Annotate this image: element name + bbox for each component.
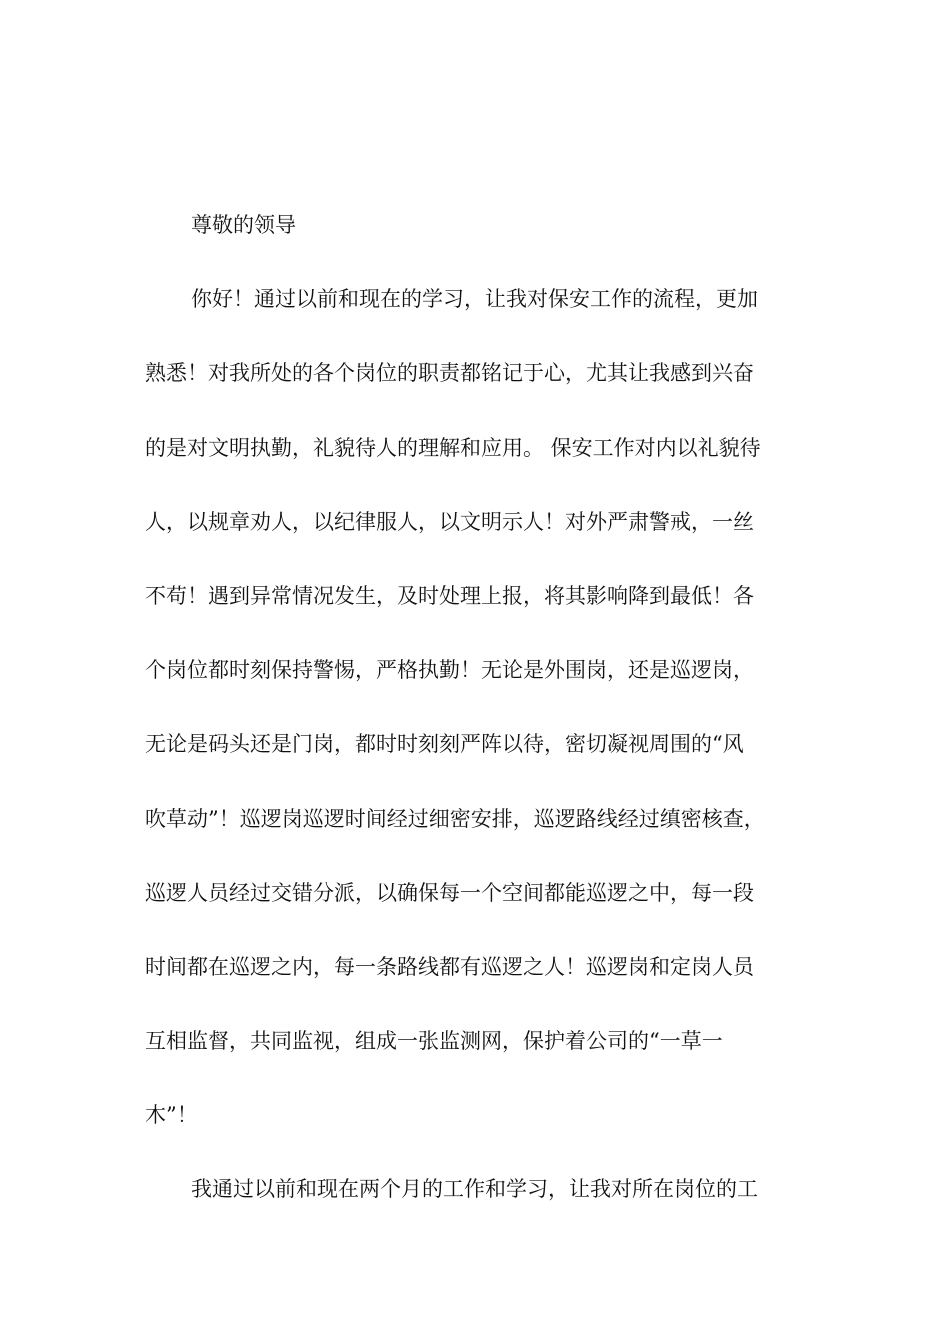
salutation: 尊敬的领导 <box>191 213 296 237</box>
paragraph-1-line: 木”！ <box>145 1103 198 1128</box>
paragraph-1-line: 互相监督，共同监视，组成一张监测网，保护着公司的“一草一 <box>145 1029 723 1054</box>
paragraph-1-line: 不苟！遇到异常情况发生，及时处理上报，将其影响降到最低！各 <box>145 583 754 608</box>
document-body <box>145 200 825 1239</box>
paragraph-1-line: 时间都在巡逻之内，每一条路线都有巡逻之人！巡逻岗和定岗人员 <box>145 954 754 979</box>
paragraph-1-line: 你好！通过以前和现在的学习，让我对保安工作的流程，更加 <box>191 287 758 312</box>
paragraph-2 <box>145 1164 825 1238</box>
paragraph-1-line: 巡逻人员经过交错分派，以确保每一个空间都能巡逻之中，每一段 <box>145 880 754 905</box>
paragraph-1-line: 熟悉！对我所处的各个岗位的职责都铭记于心，尤其让我感到兴奋 <box>145 361 754 386</box>
paragraph-1 <box>145 274 825 1164</box>
paragraph-1-line: 人，以规章劝人，以纪律服人，以文明示人！对外严肃警戒，一丝 <box>145 509 754 534</box>
paragraph-1-line: 的是对文明执勤，礼貌待人的理解和应用。 保安工作对内以礼貌待 <box>145 435 761 460</box>
paragraph-1-line: 吹草动”！巡逻岗巡逻时间经过细密安排，巡逻路线经过缜密核查， <box>145 806 765 831</box>
paragraph-1-line: 无论是码头还是门岗，都时时刻刻严阵以待，密切凝视周围的“风 <box>145 732 744 757</box>
paragraph-1-line: 个岗位都时刻保持警惕，严格执勤！无论是外围岗，还是巡逻岗， <box>145 658 754 683</box>
paragraph-2-line: 我通过以前和现在两个月的工作和学习，让我对所在岗位的工 <box>191 1177 758 1202</box>
